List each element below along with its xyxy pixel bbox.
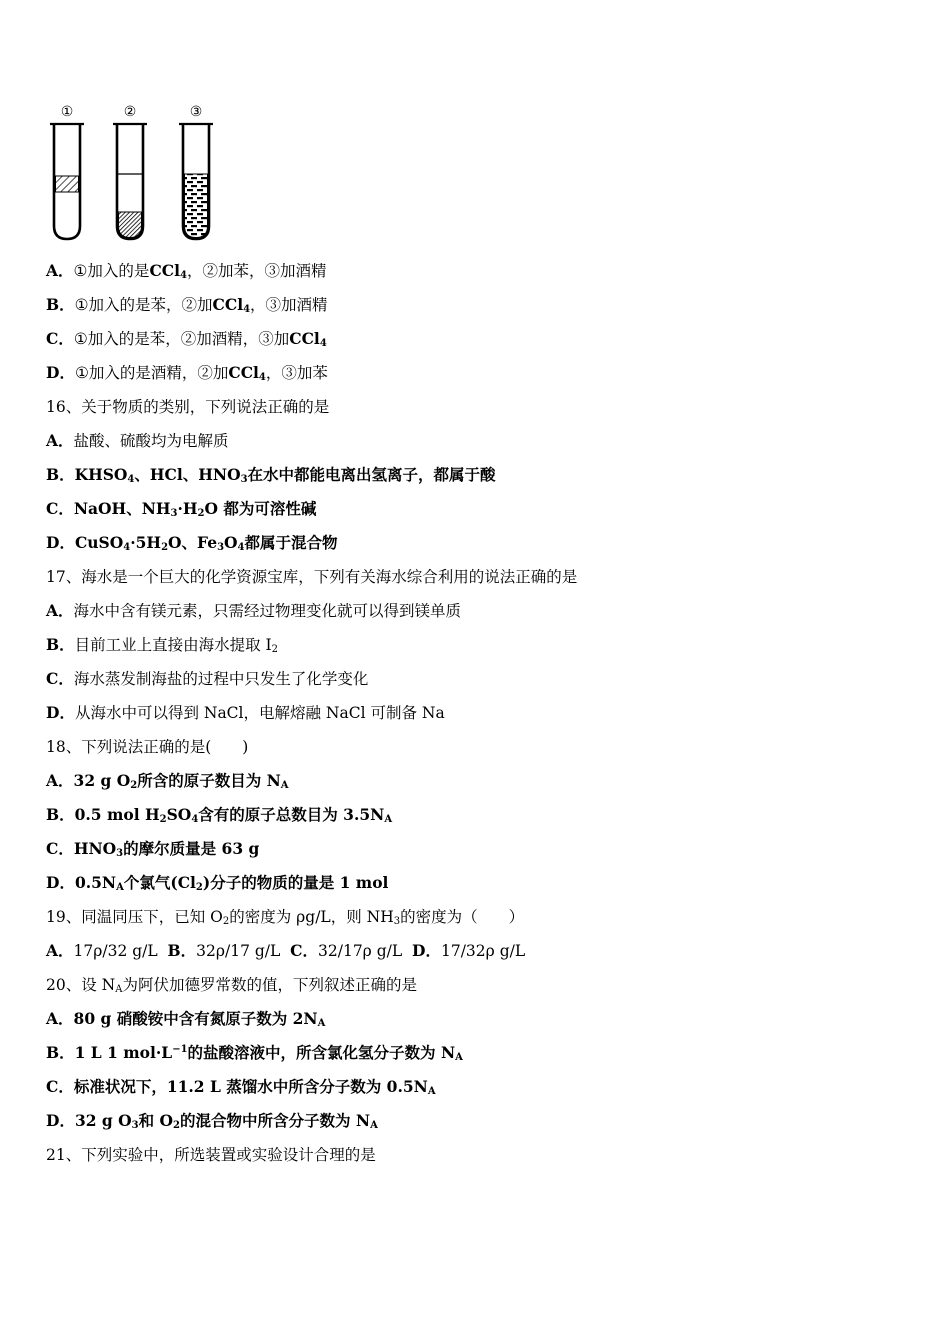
q19-options: A．17ρ/32 g/L B．32ρ/17 g/L C．32/17ρ g/L D．17/32ρ g/L (46, 941, 526, 960)
q18-option-a: A．32 g $O_2$所含的原子数目为 $N_A$ (46, 771, 289, 791)
q16-option-c: C．NaOH、$NH_3\cdot H_2O$ 都为可溶性碱 (46, 499, 317, 519)
q18-option-d: D．$0.5N_A$个氯气$(Cl_2)$分子的物质的量是 1 mol (46, 873, 389, 893)
test-tube-2 (113, 104, 147, 239)
q15-option-d: D．①加入的是酒精，②加CCl$_4$，③加苯 (46, 363, 328, 383)
q17-stem: 17、海水是一个巨大的化学资源宝库，下列有关海水综合利用的说法正确的是 (46, 568, 578, 586)
q15-option-b: B．①加入的是苯，②加CCl$_4$，③加酒精 (46, 295, 328, 315)
q17-option-d: D．从海水中可以得到 NaCl，电解熔融 NaCl 可制备 Na (46, 703, 445, 722)
q15-option-a: A．①加入的是CCl$_4$，②加苯，③加酒精 (46, 261, 327, 281)
q20-option-c: C．标准状况下，11.2 L 蒸馏水中所含分子数为 $0.5N_A$ (46, 1077, 436, 1097)
q16-option-a: A．盐酸、硫酸均为电解质 (46, 431, 229, 450)
test-tubes-figure (46, 100, 226, 245)
tube-label-2: ② (123, 104, 137, 120)
q17-option-b: B．目前工业上直接由海水提取 $I_2$ (46, 635, 279, 655)
q18-option-c: C．$HNO_3$的摩尔质量是 63 g (46, 839, 260, 859)
q18-option-b: B．0.5 mol $H_2SO_4$含有的原子总数目为 $3.5N_A$ (46, 805, 393, 825)
q15-option-c: C．①加入的是苯，②加酒精，③加CCl$_4$ (46, 329, 327, 349)
test-tube-1 (50, 104, 84, 239)
tube-label-1: ① (60, 104, 74, 120)
q20-option-b: B．1 L 1 $mol\cdot L^{-1}$的盐酸溶液中，所含氯化氢分子数为 $N_A$ (46, 1043, 463, 1063)
q16-option-d: D．$CuSO_4\cdot 5H_2O$、$Fe_3O_4$都属于混合物 (46, 533, 338, 553)
q18-stem: 18、下列说法正确的是( ) (46, 738, 249, 756)
q19-stem: 19、同温同压下，已知 $O_2$的密度为 ρg/L，则 $NH_3$的密度为（ ） (46, 908, 525, 927)
q20-stem: 20、设 $N_A$为阿伏加德罗常数的值，下列叙述正确的是 (46, 976, 417, 995)
q20-option-d: D．32 g $O_3$和 $O_2$的混合物中所含分子数为 $N_A$ (46, 1111, 378, 1131)
tube-label-3: ③ (189, 104, 203, 120)
q17-option-a: A．海水中含有镁元素，只需经过物理变化就可以得到镁单质 (46, 601, 462, 620)
q20-option-a: A．80 g 硝酸铵中含有氮原子数为 $2N_A$ (46, 1009, 326, 1029)
test-tube-3 (179, 104, 213, 239)
q17-option-c: C．海水蒸发制海盐的过程中只发生了化学变化 (46, 669, 369, 688)
q16-stem: 16、关于物质的类别，下列说法正确的是 (46, 398, 330, 416)
q16-option-b: B．$KHSO_4$、HCl、$HNO_3$在水中都能电离出氢离子，都属于酸 (46, 465, 496, 485)
q21-stem: 21、下列实验中，所选装置或实验设计合理的是 (46, 1146, 376, 1164)
